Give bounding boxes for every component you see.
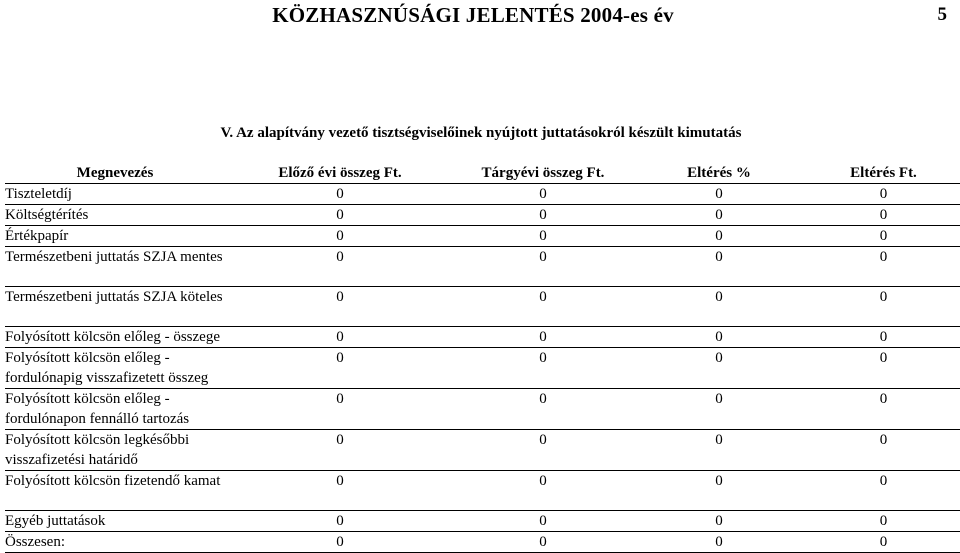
current-year-value: 0 — [539, 534, 547, 550]
row-label: Folyósított kölcsön legkésőbbi visszafizetési határidő — [5, 432, 190, 468]
current-year-value: 0 — [539, 391, 547, 407]
previous-year-value: 0 — [336, 329, 344, 345]
section-title-text: V. Az alapítvány vezető tisztségviselőinek nyújtott juttatásokról készült kimutatás — [220, 125, 742, 141]
previous-year-value: 0 — [336, 249, 344, 265]
row-label: Összesen: — [5, 534, 65, 550]
difference-ft-value: 0 — [879, 432, 888, 448]
current-year-value: 0 — [539, 228, 547, 244]
report-title — [0, 2, 960, 28]
difference-percent-value: 0 — [715, 350, 723, 366]
table-row — [5, 287, 960, 327]
page-number: 5 — [937, 4, 947, 25]
difference-ft-value: 0 — [879, 249, 888, 265]
previous-year-value: 0 — [336, 473, 344, 489]
row-label: Folyósított kölcsön fizetendő kamat — [5, 473, 221, 489]
header-row — [5, 163, 960, 184]
difference-ft-value: 0 — [879, 329, 888, 345]
column-header-previous-year: Előző évi összeg Ft. — [278, 165, 402, 181]
current-year-value: 0 — [539, 207, 547, 223]
row-label: Folyósított kölcsön előleg - összege — [5, 329, 220, 345]
difference-percent-value: 0 — [715, 513, 723, 529]
current-year-value: 0 — [539, 473, 547, 489]
previous-year-value: 0 — [336, 391, 344, 407]
difference-ft-value: 0 — [879, 186, 888, 202]
difference-percent-value: 0 — [715, 534, 723, 550]
row-label: Folyósított kölcsön előleg - fordulónapon fennálló tartozás — [5, 391, 190, 427]
difference-ft-value: 0 — [879, 207, 888, 223]
current-year-value: 0 — [539, 513, 547, 529]
previous-year-value: 0 — [336, 350, 344, 366]
difference-ft-value: 0 — [879, 473, 888, 489]
difference-percent-value: 0 — [715, 228, 723, 244]
difference-ft-value: 0 — [879, 228, 888, 244]
current-year-value: 0 — [539, 329, 547, 345]
row-label: Természetbeni juttatás SZJA mentes — [5, 249, 223, 265]
column-header-current-year: Tárgyévi összeg Ft. — [481, 165, 605, 181]
difference-ft-value: 0 — [879, 534, 888, 550]
difference-percent-value: 0 — [715, 432, 723, 448]
row-label: Egyéb juttatások — [5, 513, 106, 529]
column-header-name: Megnevezés — [76, 165, 154, 181]
row-label: Értékpapír — [5, 228, 69, 244]
table-row — [5, 471, 960, 511]
table-row — [5, 226, 960, 247]
current-year-value: 0 — [539, 249, 547, 265]
previous-year-value: 0 — [336, 186, 344, 202]
table-body — [5, 184, 960, 553]
difference-percent-value: 0 — [715, 207, 723, 223]
section-title — [0, 123, 960, 143]
difference-ft-value: 0 — [879, 350, 888, 366]
difference-percent-value: 0 — [715, 329, 723, 345]
table-row — [5, 430, 960, 471]
previous-year-value: 0 — [336, 432, 344, 448]
current-year-value: 0 — [539, 289, 547, 305]
difference-ft-value: 0 — [879, 289, 888, 305]
column-header-difference-percent: Eltérés % — [687, 165, 751, 181]
benefits-table — [5, 163, 960, 553]
difference-percent-value: 0 — [715, 473, 723, 489]
current-year-value: 0 — [539, 350, 547, 366]
previous-year-value: 0 — [336, 207, 344, 223]
previous-year-value: 0 — [336, 513, 344, 529]
report-title-text: KÖZHASZNÚSÁGI JELENTÉS 2004-es év — [272, 3, 674, 27]
current-year-value: 0 — [539, 432, 547, 448]
table-row — [5, 327, 960, 348]
previous-year-value: 0 — [336, 289, 344, 305]
difference-ft-value: 0 — [879, 391, 888, 407]
table-row — [5, 389, 960, 430]
row-label: Költségtérítés — [5, 207, 89, 223]
row-label: Tiszteletdíj — [5, 186, 72, 202]
previous-year-value: 0 — [336, 534, 344, 550]
table-header — [5, 163, 960, 184]
row-label: Folyósított kölcsön előleg - fordulónapig visszafizetett összeg — [5, 350, 209, 386]
current-year-value: 0 — [539, 186, 547, 202]
previous-year-value: 0 — [336, 228, 344, 244]
column-header-difference-ft: Eltérés Ft. — [850, 165, 917, 181]
difference-percent-value: 0 — [715, 249, 723, 265]
difference-percent-value: 0 — [715, 391, 723, 407]
row-label: Természetbeni juttatás SZJA köteles — [5, 289, 223, 305]
table-row — [5, 247, 960, 287]
table-row — [5, 205, 960, 226]
table-row — [5, 184, 960, 205]
difference-percent-value: 0 — [715, 186, 723, 202]
difference-ft-value: 0 — [879, 513, 888, 529]
table-row — [5, 511, 960, 532]
table-row-total — [5, 532, 960, 553]
difference-percent-value: 0 — [715, 289, 723, 305]
table-row — [5, 348, 960, 389]
